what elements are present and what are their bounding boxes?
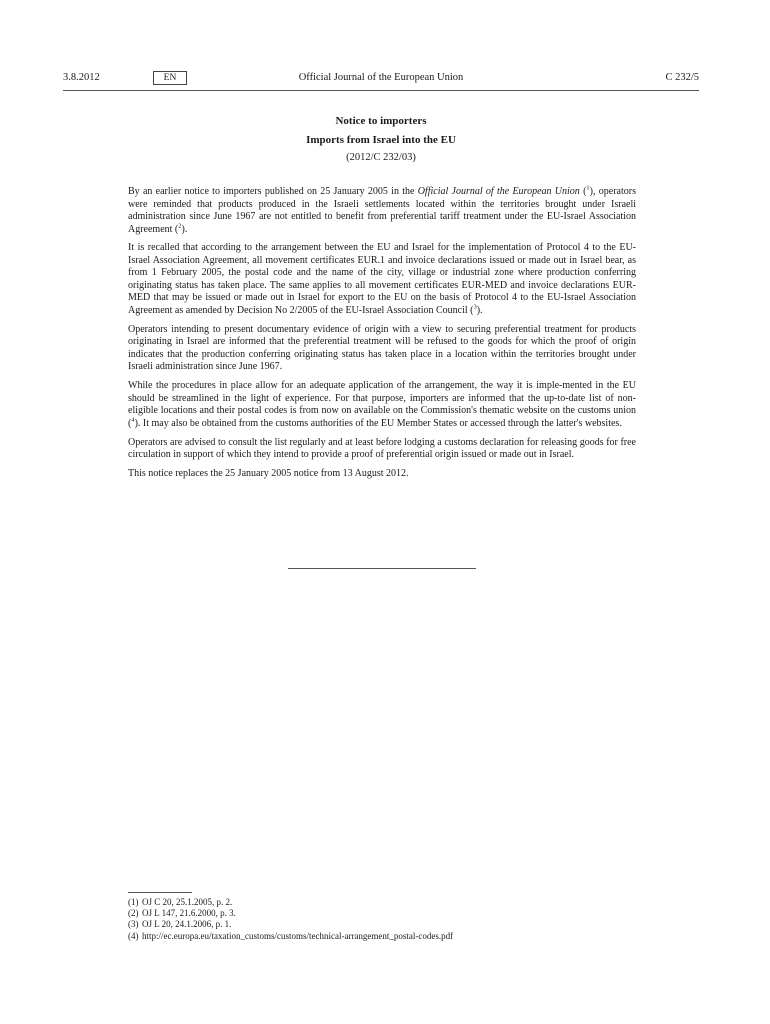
notice-code: (2012/C 232/03): [346, 152, 416, 163]
paragraph-2: It is recalled that according to the arrangement between the EU and Israel for the implementation of Protocol 4 to the EU-Israel Association Agreement, all movement certificates EUR.1 and invoice declarations issued or made out in Israel bear, as from 1 February 2005, the postal code and the name of the city, village or industrial zone where production conferring originating status has taken place. The same applies to all movement certificates EUR-MED and invoice declarations EUR-MED that may be issued or made out in Israel for export to the EU on the basis of Protocol 4 to the EU-Israel Association Agreement as amended by Decision No 2/2005 of the EU-Israel Association Council ($^3$).: [128, 242, 636, 316]
paragraph-1: By an earlier notice to importers published on 25 January 2005 in the Official Journal of the European Union ($^1$), operators were reminded that products produced in the Israeli settlements located within the territories brought under Israeli administration since June 1967 are not entitled to benefit from preferential tariff treatment under the EU-Israel Association Agreement ($^2$).: [128, 184, 636, 235]
notice-subheading: Imports from Israel into the EU: [306, 134, 456, 146]
footnote-2: (2) OJ L 147, 21.6.2000, p. 3.: [128, 908, 236, 919]
paragraph-3: Operators intending to present documentary evidence of origin with a view to securing preferential treatment for products originating in Israel are informed that the preferential treatment will be refused to the goods for which the proof of origin indicates that the production conferring originating status has taken place in a location within the territories brought under Israeli administration since June 1967.: [128, 323, 636, 373]
paragraph-5: Operators are advised to consult the list regularly and at least before lodging a customs declaration for releasing goods for free circulation in support of which they intend to provide a proof of preferential origin issued or made out in Israel.: [128, 436, 636, 461]
footnote-ref-3: 3: [473, 303, 477, 311]
paragraph-6: This notice replaces the 25 January 2005 notice from 13 August 2012.: [128, 467, 409, 479]
footnote-ref-1: 1: [586, 184, 590, 192]
footnote-link[interactable]: http://ec.europa.eu/taxation_customs/customs/technical-arrangement_postal-codes.pdf: [142, 930, 454, 941]
footnote-divider: [128, 892, 192, 893]
notice-body: [128, 186, 636, 487]
language-badge: EN: [153, 71, 187, 85]
paragraph-4: While the procedures in place allow for an adequate application of the arrangement, the way it is imple-mented in the EU should be streamlined in the light of experience. For that purpose, importers are informed that the up-to-date list of non-eligible locations and their postal codes is from now on available on the Commission's thematic website on the customs union ($^4$). It may also be obtained from the customs authorities of the EU Member States or accessed through the latter's websites.: [128, 380, 636, 429]
footnotes: [128, 897, 636, 942]
notice-heading: Notice to importers: [335, 115, 427, 127]
page-header: [63, 72, 699, 86]
publication-date: 3.8.2012: [63, 72, 100, 83]
header-divider: [63, 90, 699, 91]
footnote-3: (3) OJ L 20, 24.1.2006, p. 1.: [128, 919, 232, 930]
footnote-ref-2: 2: [178, 222, 182, 230]
journal-reference: C 232/5: [665, 72, 699, 83]
footnote-4: (4) http://ec.europa.eu/taxation_customs/customs/technical-arrangement_postal-codes.pdf: [128, 930, 454, 941]
end-divider: [288, 568, 476, 569]
footnote-ref-4: 4: [131, 416, 135, 424]
journal-title: Official Journal of the European Union: [298, 72, 464, 83]
footnote-1: (1) OJ C 20, 25.1.2005, p. 2.: [128, 897, 233, 907]
